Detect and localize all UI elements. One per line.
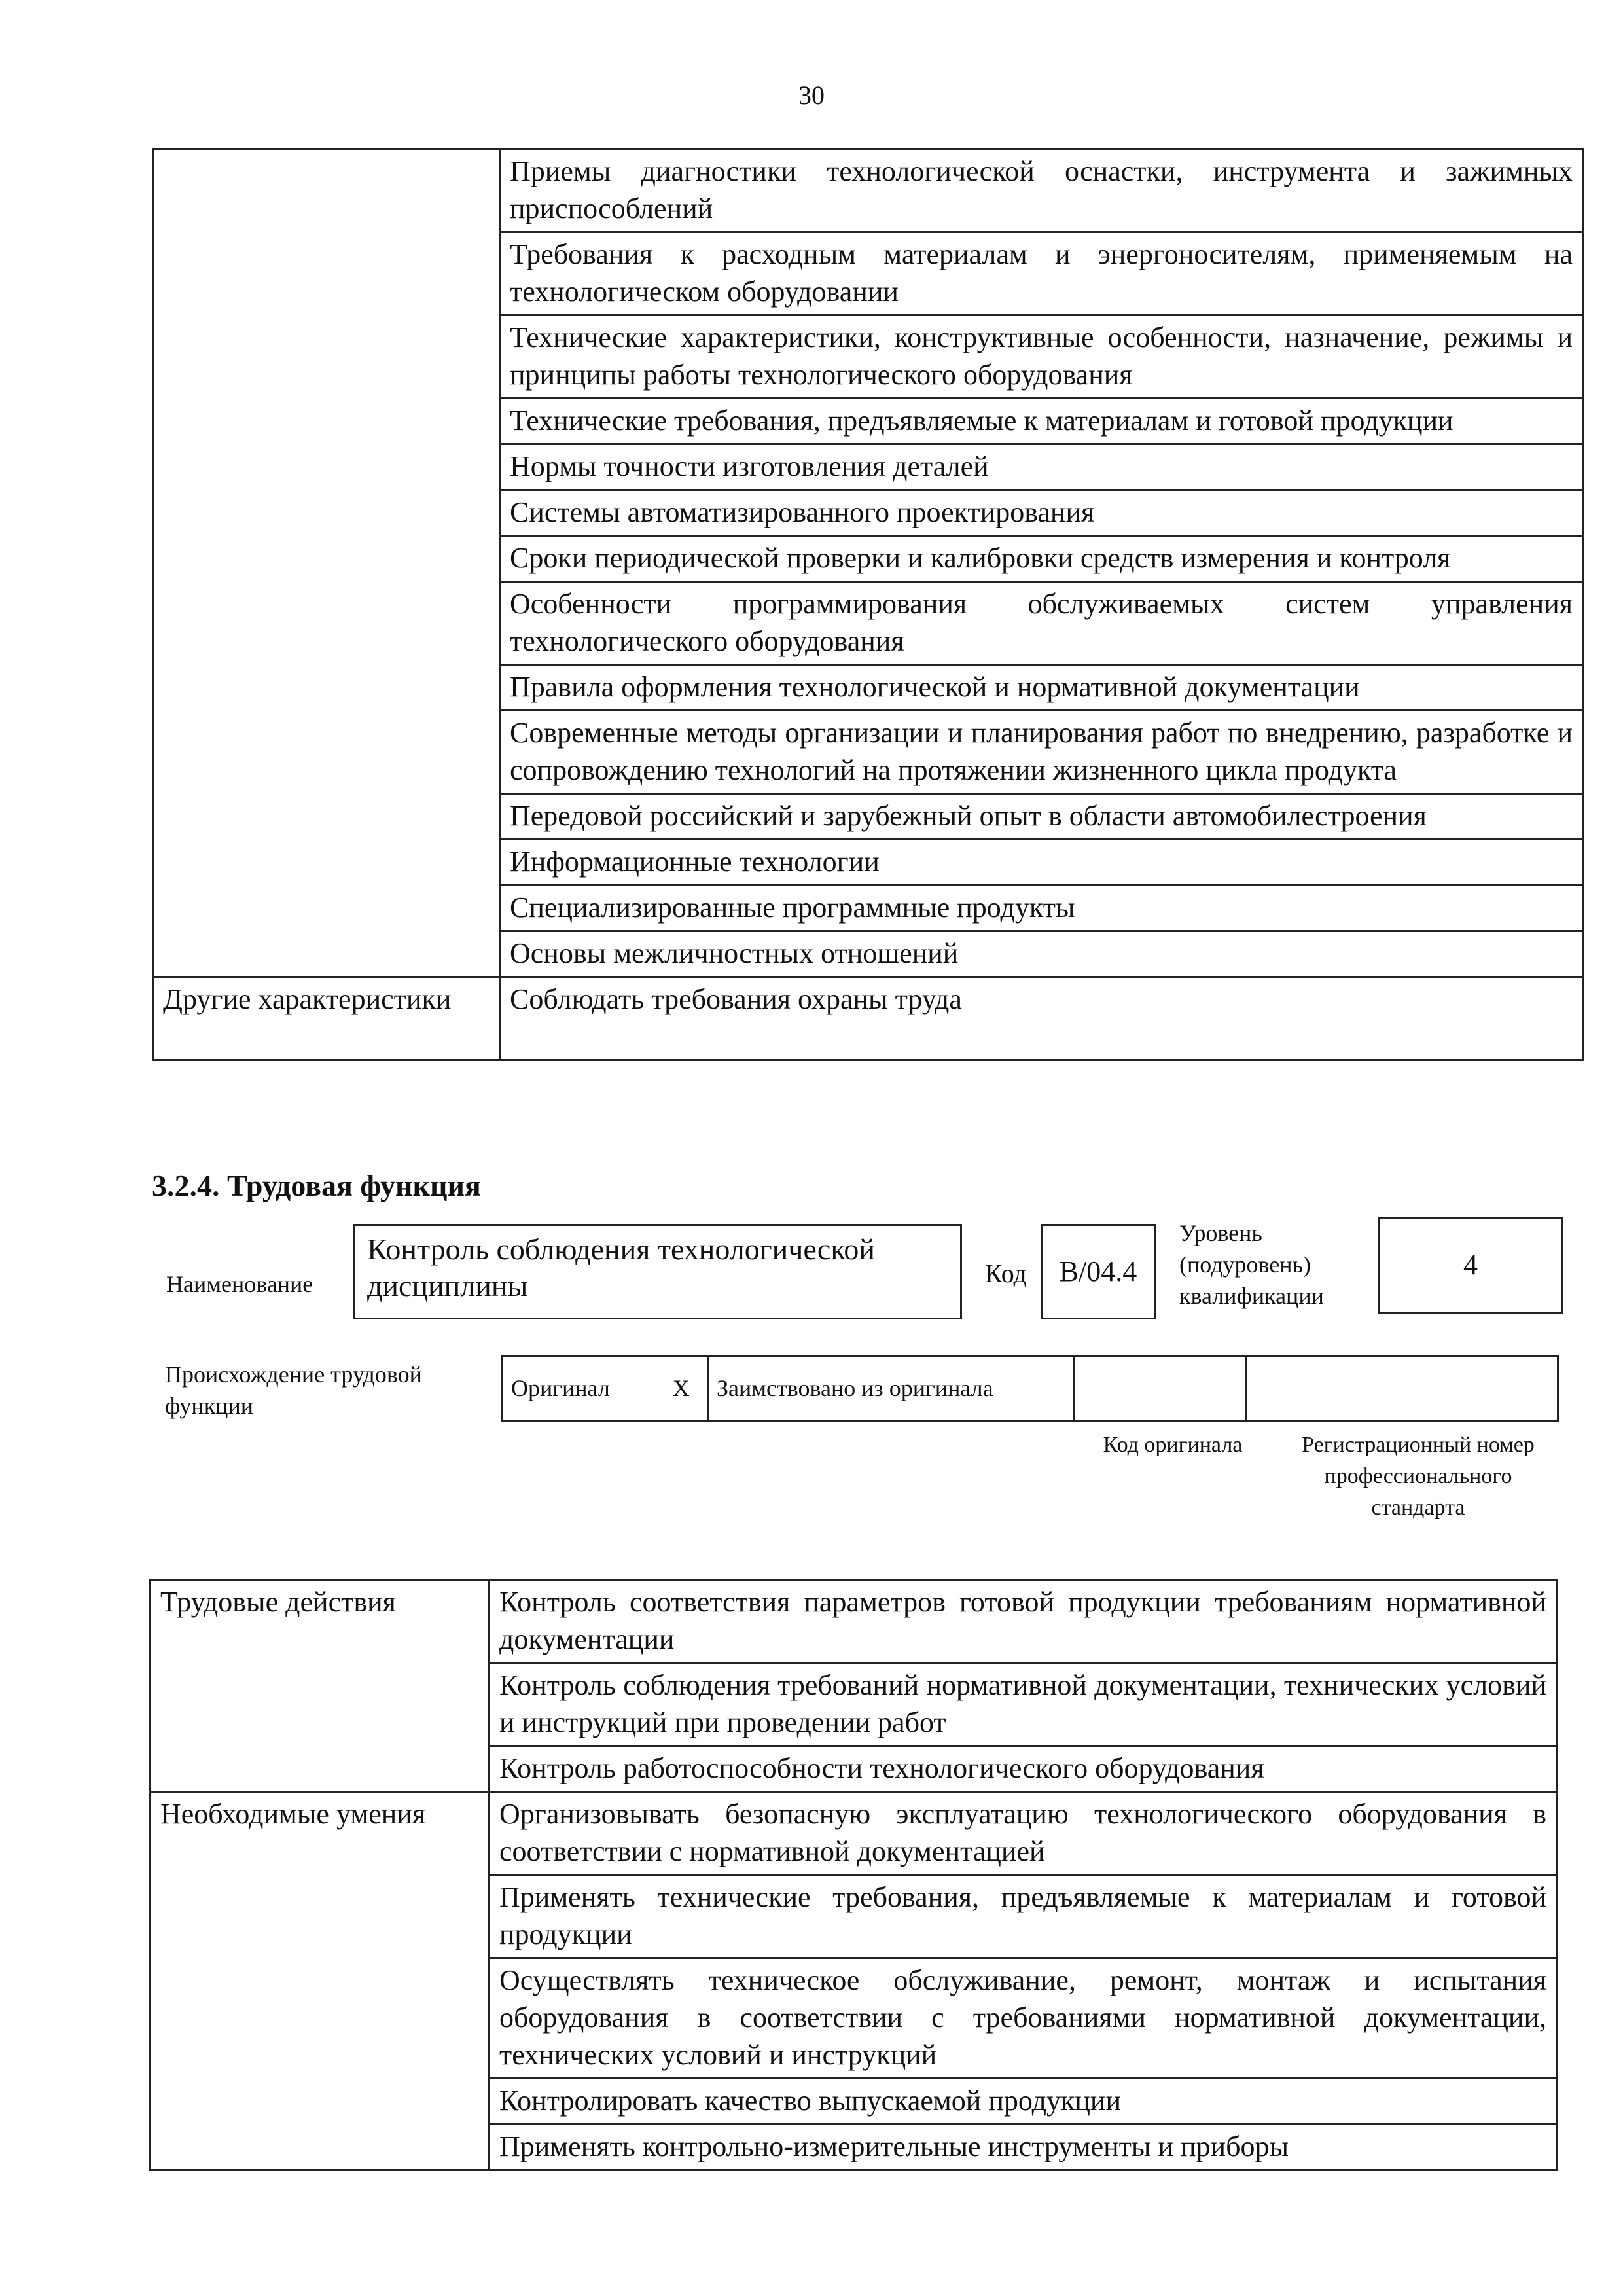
table-row	[153, 977, 1583, 1060]
section-title: 3.2.4. Трудовая функция	[152, 1169, 481, 1202]
origin-label-text: Происхождение трудовой функции	[165, 1361, 422, 1419]
skills-label: Необходимые умения	[151, 1792, 490, 2170]
table-row	[153, 149, 1583, 232]
skill-item: Контролировать качество выпускаемой продукции	[490, 2079, 1557, 2125]
knowledge-item: Современные методы организации и планирования работ по внедрению, разработке и сопровождению технологий на протяжении жизненного цикла продукта	[500, 711, 1583, 794]
skill-item: Применять контрольно-измерительные инструменты и приборы	[490, 2125, 1557, 2170]
code-label: Код	[985, 1259, 1027, 1288]
knowledge-item: Информационные технологии	[500, 840, 1583, 886]
skill-item: Применять технические требования, предъявляемые к материалам и готовой продукции	[490, 1875, 1557, 1958]
skill-item: Осуществлять техническое обслуживание, ремонт, монтаж и испытания оборудования в соответствии с требованиями нормативной документации, технических условий и инструкций	[490, 1958, 1557, 2079]
origin-original-cell: Оригинал	[503, 1356, 656, 1421]
knowledge-item: Основы межличностных отношений	[500, 931, 1583, 977]
other-characteristics-label: Другие характеристики	[153, 977, 500, 1060]
origin-code-cell	[1075, 1356, 1246, 1421]
origin-mark: X	[656, 1356, 708, 1421]
function-code-box: В/04.4	[1041, 1224, 1156, 1319]
qualification-level-label-text: Уровень (подуровень) квалификации	[1179, 1220, 1324, 1309]
action-item: Контроль соответствия параметров готовой продукции требованиям нормативной документации	[490, 1580, 1557, 1663]
origin-label	[165, 1359, 479, 1422]
name-label: Наименование	[166, 1271, 313, 1297]
skill-item: Организовывать безопасную эксплуатацию технологического оборудования в соответствии с нормативной документацией	[490, 1792, 1557, 1875]
knowledge-table	[152, 148, 1584, 1061]
labor-function-table	[149, 1579, 1558, 2171]
knowledge-item: Передовой российский и зарубежный опыт в области автомобилестроения	[500, 794, 1583, 840]
origin-reg-caption: Регистрационный номер профессионального стандарта	[1302, 1433, 1535, 1520]
actions-label: Трудовые действия	[151, 1580, 490, 1792]
knowledge-item: Системы автоматизированного проектирования	[500, 490, 1583, 536]
knowledge-item: Технические требования, предъявляемые к материалам и готовой продукции	[500, 399, 1583, 444]
table-row	[503, 1356, 1558, 1421]
other-characteristics-value: Соблюдать требования охраны труда	[500, 977, 1583, 1060]
knowledge-item: Сроки периодической проверки и калибровки средств измерения и контроля	[500, 536, 1583, 582]
knowledge-item: Специализированные программные продукты	[500, 886, 1583, 931]
table-row	[151, 1580, 1557, 1663]
knowledge-item: Приемы диагностики технологической оснастки, инструмента и зажимных приспособлений	[500, 149, 1583, 232]
origin-borrowed-cell: Заимствовано из оригинала	[708, 1356, 1075, 1421]
origin-table	[501, 1355, 1559, 1422]
page-number: 30	[798, 81, 825, 110]
empty-label-cell	[153, 149, 500, 977]
origin-code-caption: Код оригинала	[1103, 1433, 1243, 1457]
knowledge-item: Нормы точности изготовления деталей	[500, 444, 1583, 490]
knowledge-item: Технические характеристики, конструктивные особенности, назначение, режимы и принципы работы технологического оборудования	[500, 315, 1583, 399]
function-name-box: Контроль соблюдения технологической дисциплины	[353, 1224, 962, 1319]
knowledge-item: Требования к расходным материалам и энергоносителям, применяемым на технологическом оборудовании	[500, 232, 1583, 315]
qualification-level-box: 4	[1378, 1217, 1563, 1314]
action-item: Контроль соблюдения требований нормативной документации, технических условий и инструкций при проведении работ	[490, 1663, 1557, 1746]
action-item: Контроль работоспособности технологического оборудования	[490, 1746, 1557, 1792]
table-row	[151, 1792, 1557, 1875]
knowledge-item: Правила оформления технологической и нормативной документации	[500, 665, 1583, 711]
origin-reg-cell	[1246, 1356, 1558, 1421]
qualification-level-label	[1179, 1217, 1349, 1312]
knowledge-item: Особенности программирования обслуживаемых систем управления технологического оборудования	[500, 582, 1583, 665]
